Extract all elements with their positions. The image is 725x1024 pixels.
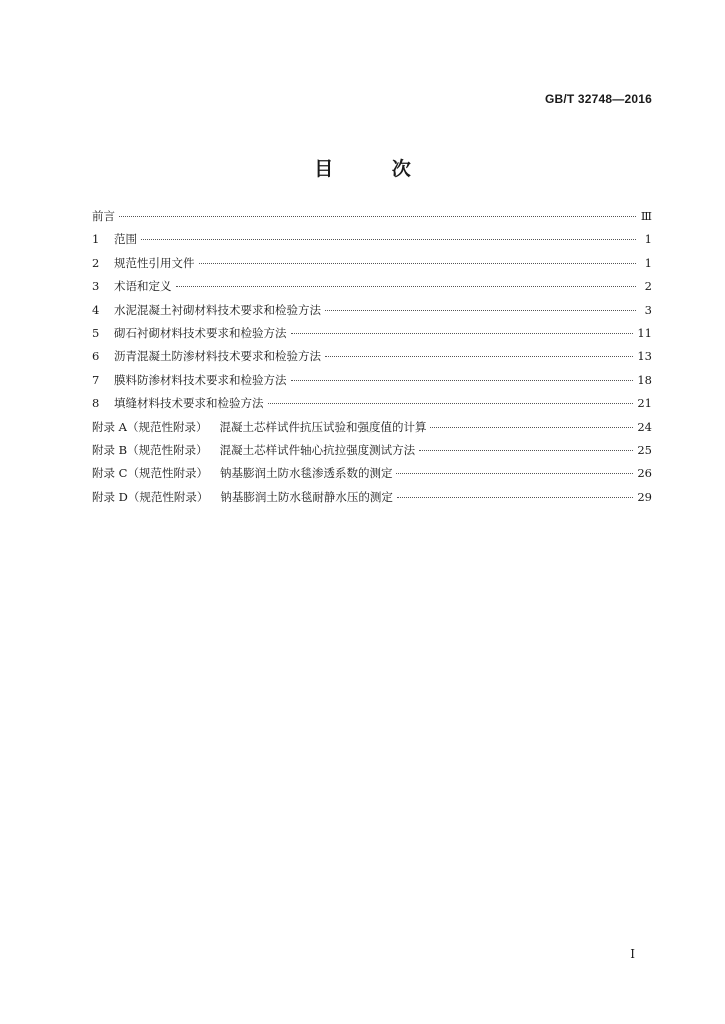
toc-entry-number: 7 — [92, 372, 100, 387]
toc-entry-page: 1 — [644, 232, 652, 247]
dot-leader — [430, 427, 633, 428]
toc-annex-id: 附录 C（规范性附录） — [92, 466, 208, 481]
toc-entry-annex-b[interactable] — [92, 442, 652, 465]
dot-leader — [291, 333, 634, 334]
toc-entry-label: 膜料防渗材料技术要求和检验方法 — [114, 372, 287, 387]
toc-entry-foreword[interactable] — [92, 208, 652, 231]
toc-entry-chapter-4[interactable] — [92, 302, 652, 325]
toc-entry-label: 规范性引用文件 — [114, 255, 195, 270]
toc-entry-page: 25 — [637, 442, 652, 457]
toc-entry-page: 11 — [637, 325, 652, 340]
toc-entry-page: Ⅲ — [640, 209, 652, 223]
toc-entry-label: 填缝材料技术要求和检验方法 — [114, 396, 264, 411]
toc-entry-chapter-8[interactable] — [92, 395, 652, 418]
toc-entry-annex-d[interactable] — [92, 489, 652, 512]
toc-entry-annex-a[interactable] — [92, 419, 652, 442]
toc-entry-chapter-7[interactable] — [92, 372, 652, 395]
dot-leader — [419, 450, 633, 451]
toc-entry-chapter-5[interactable] — [92, 325, 652, 348]
toc-entry-number: 3 — [92, 279, 100, 294]
toc-entry-label: 水泥混凝土衬砌材料技术要求和检验方法 — [114, 302, 321, 317]
toc-entry-number: 6 — [92, 349, 100, 364]
dot-leader — [176, 286, 637, 287]
toc-annex-id: 附录 B（规范性附录） — [92, 442, 208, 457]
dot-leader — [119, 216, 636, 217]
dot-leader — [291, 380, 634, 381]
toc-entry-label: 钠基膨润土防水毯耐静水压的测定 — [220, 489, 393, 504]
toc-entry-page: 13 — [637, 349, 652, 364]
standard-number: GB/T 32748—2016 — [544, 92, 652, 106]
toc-entry-chapter-2[interactable] — [92, 255, 652, 278]
toc-entry-number: 8 — [92, 396, 100, 411]
toc-entry-label: 钠基膨润土防水毯渗透系数的测定 — [219, 466, 393, 481]
toc-entry-page: 1 — [644, 255, 652, 270]
dot-leader — [397, 497, 633, 498]
page-number: I — [630, 947, 635, 961]
toc-entry-label: 混凝土芯样试件轴心抗拉强度测试方法 — [219, 442, 416, 457]
dot-leader — [325, 356, 633, 357]
toc-entry-label: 术语和定义 — [114, 279, 172, 294]
toc-entry-label: 砌石衬砌材料技术要求和检验方法 — [114, 325, 287, 340]
toc-entry-page: 29 — [637, 489, 652, 504]
page-title: 目 次 — [314, 158, 437, 180]
toc-entry-label: 前言 — [92, 209, 115, 223]
toc-entry-annex-c[interactable] — [92, 465, 652, 488]
dot-leader — [268, 403, 634, 404]
toc-entry-number: 1 — [92, 232, 100, 247]
toc-entry-page: 21 — [637, 396, 652, 411]
toc-entry-label: 混凝土芯样试件抗压试验和强度值的计算 — [219, 419, 427, 434]
dot-leader — [141, 239, 636, 240]
toc-entry-page: 18 — [637, 372, 652, 387]
toc-entry-label: 沥青混凝土防渗材料技术要求和检验方法 — [114, 349, 321, 364]
toc-annex-id: 附录 D（规范性附录） — [92, 489, 209, 504]
toc-entry-chapter-6[interactable] — [92, 348, 652, 371]
toc-entry-number: 2 — [92, 255, 100, 270]
dot-leader — [396, 473, 633, 474]
toc-entry-page: 24 — [637, 419, 652, 434]
toc-entry-page: 26 — [637, 466, 652, 481]
dot-leader — [325, 310, 636, 311]
table-of-contents — [92, 208, 652, 512]
dot-leader — [199, 263, 637, 264]
toc-annex-id: 附录 A（规范性附录） — [92, 419, 208, 434]
toc-entry-number: 4 — [92, 302, 100, 317]
toc-entry-number: 5 — [92, 325, 100, 340]
toc-entry-chapter-1[interactable] — [92, 231, 652, 254]
toc-entry-page: 3 — [644, 302, 652, 317]
toc-entry-chapter-3[interactable] — [92, 278, 652, 301]
toc-entry-label: 范围 — [114, 232, 137, 247]
toc-entry-page: 2 — [644, 279, 652, 294]
